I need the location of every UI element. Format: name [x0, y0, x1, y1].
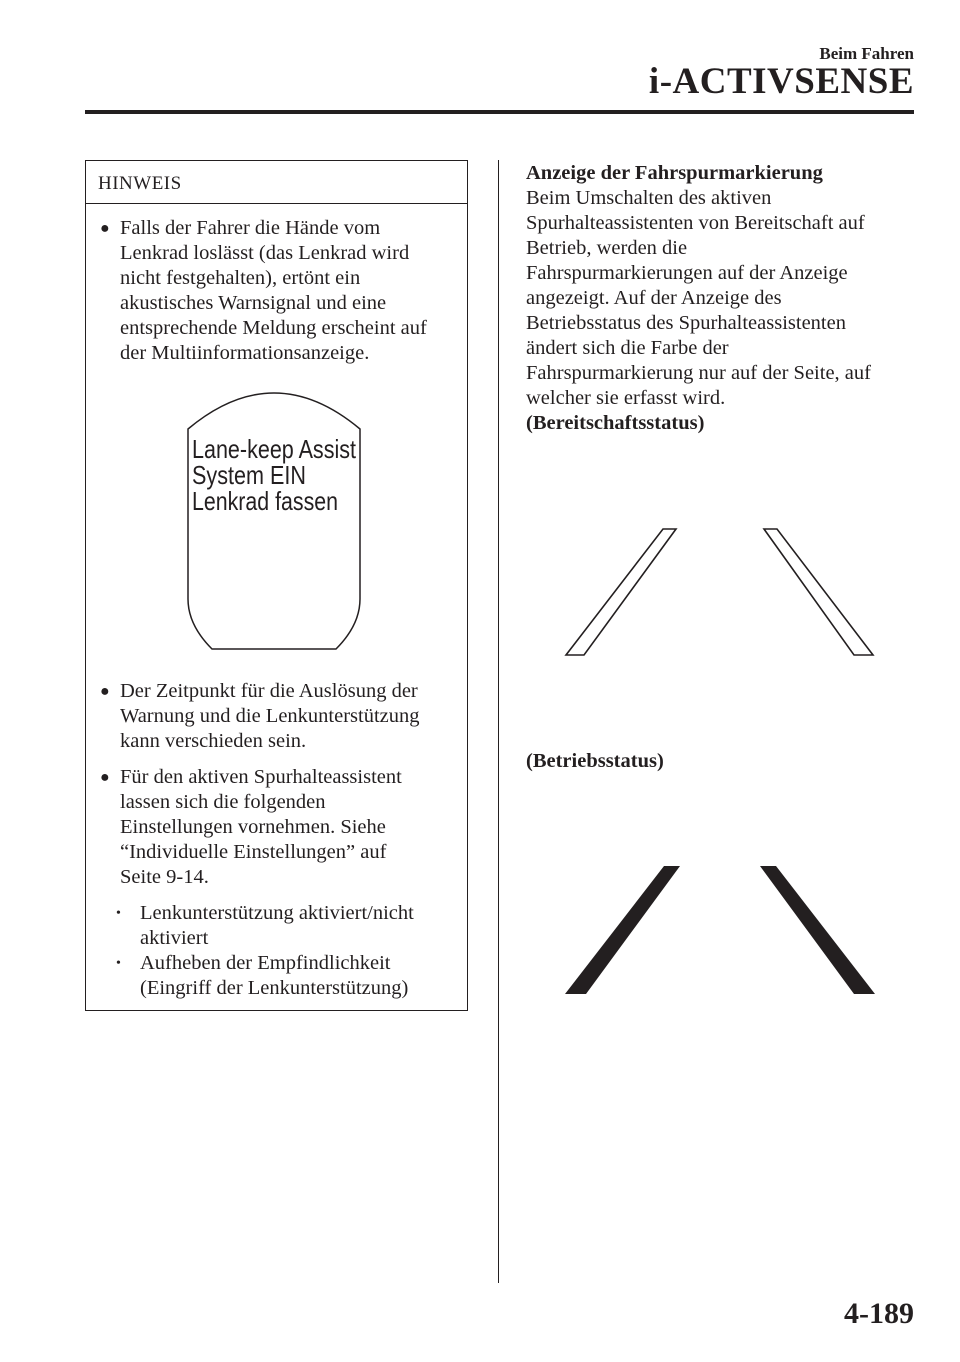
section-label: Beim Fahren [819, 44, 914, 63]
right-lane-marking-outline [764, 529, 873, 655]
text-line: Der Zeitpunkt für die Auslösung der [120, 680, 418, 702]
note-bullet-timing [100, 679, 460, 754]
text-line: entsprechende Meldung erscheint auf [120, 317, 427, 339]
display-message-line: Lenkrad fassen [192, 486, 338, 516]
note-heading: HINWEIS [86, 161, 467, 204]
text-line: lassen sich die folgenden [120, 791, 326, 813]
text-line: akustisches Warnsignal und eine [120, 292, 387, 314]
text-line: nicht festgehalten), ertönt ein [120, 267, 361, 289]
note-bullet-hands-off [100, 216, 460, 366]
text-line: Seite 9-14. [120, 866, 209, 888]
text-line: Fahrspurmarkierungen auf der Anzeige [526, 262, 848, 284]
right-lane-marking-filled [760, 866, 875, 994]
text-line: Beim Umschalten des aktiven [526, 187, 772, 209]
text-line: angezeigt. Auf der Anzeige des [526, 287, 782, 309]
text-line: welcher sie erfasst wird. [526, 387, 726, 409]
text-line: Einstellungen vornehmen. Siehe [120, 816, 386, 838]
text-line: ändert sich die Farbe der [526, 337, 729, 359]
text-line: Lenkrad loslässt (das Lenkrad wird [120, 242, 410, 264]
header-rule [85, 110, 914, 114]
bullet-icon: ● [100, 220, 110, 237]
text-line: Betriebsstatus des Spurhalteassistenten [526, 312, 846, 334]
text-line: Fahrspurmarkierung nur auf der Seite, auf [526, 362, 871, 384]
bullet-icon: ● [100, 769, 110, 786]
text-line: Spurhalteassistenten von Bereitschaft auf [526, 212, 865, 234]
bullet-icon: ● [100, 683, 110, 700]
active-status-label: (Betriebsstatus) [526, 750, 664, 772]
lane-display-heading: Anzeige der Fahrspurmarkierung [526, 162, 823, 184]
page-number: 4-189 [844, 1297, 914, 1330]
multi-information-display-illustration [184, 389, 364, 651]
text-line: kann verschieden sein. [120, 730, 307, 752]
text-line: Lenkunterstützung aktiviert/nicht [140, 902, 414, 924]
settings-subitem-steering-assist [116, 901, 456, 951]
chapter-title: i-ACTIVSENSE [648, 61, 914, 102]
text-line: Aufheben der Empfindlichkeit [140, 952, 391, 974]
note-box [85, 160, 468, 1011]
text-line: aktiviert [140, 927, 209, 949]
standby-status-label: (Bereitschaftsstatus) [526, 412, 705, 434]
column-divider [498, 160, 499, 1283]
left-lane-marking-outline [566, 529, 676, 655]
sub-bullet-icon: • [116, 956, 121, 971]
left-lane-marking-filled [565, 866, 680, 994]
sub-bullet-icon: • [116, 906, 121, 921]
text-line: Betrieb, werden die [526, 237, 688, 259]
active-lane-markings-illustration [560, 862, 880, 997]
text-line: Falls der Fahrer die Hände vom [120, 217, 381, 239]
display-outline [188, 393, 360, 649]
display-message-line: Lane-keep Assist [192, 434, 357, 464]
lane-display-paragraph [526, 186, 916, 411]
note-bullet-settings [100, 765, 460, 890]
text-line: Für den aktiven Spurhalteassistent [120, 766, 402, 788]
display-message-line: System EIN [192, 460, 306, 490]
text-line: Warnung und die Lenkunterstützung [120, 705, 420, 727]
text-line: der Multiinformationsanzeige. [120, 342, 370, 364]
text-line: (Eingriff der Lenkunterstützung) [140, 977, 409, 999]
standby-lane-markings-illustration [560, 525, 880, 660]
text-line: “Individuelle Einstellungen” auf [120, 841, 387, 863]
settings-subitem-sensitivity [116, 951, 456, 1001]
